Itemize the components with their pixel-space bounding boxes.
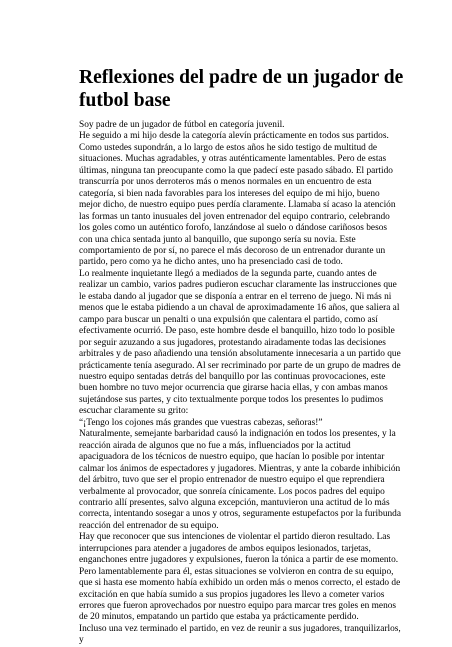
paragraph-intro: Soy padre de un jugador de fútbol en categoría juvenil. [79, 120, 285, 130]
document-title: Reflexiones del padre de un jugador de futbol base [79, 67, 404, 111]
paragraph: He seguido a mi hijo desde la categoría alevín prácticamente en todos sus partidos. Como ustedes supondrán, a lo largo de estos años he sido testigo de multitud de situaciones. Muchas agradables, y otras auténticamente lamentables. Pero de estas últimas, ninguna tan preocupante como la que padecí este pasado sábado. El partido transcurría por unos derroteros más o menos normales en un encuentro de esta categoría, si bien nada favorables para los intereses del equipo de mi hijo, bueno mejor dicho, de nuestro equipo pues perdía claramente. Llamaba sí acaso la atención las formas un tanto inusuales del joven entrenador del equipo contrario, celebrando los goles como un auténtico forofo, lanzándose al suelo o dándose cariñosos besos con una chica sentada junto al banquillo, que supongo sería su novia. Este comportamiento de por sí, no parece el más decoroso de un entrenador durante un partido, pero como ya he dicho antes, uno ha presenciado casi de todo. [79, 131, 396, 268]
document-body [79, 120, 401, 647]
paragraph: Lo realmente inquietante llegó a mediados de la segunda parte, cuando antes de realizar un cambio, varios padres pudieron escuchar claramente las instrucciones que le estaba dando al jugador que se disponía a entrar en el terreno de juego. Ni más ni menos que le estaba pidiendo a un chaval de aproximadamente 16 años, que saliera al campo para buscar un penalti o una expulsión que calentara el partido, como así efectivamente ocurrió. De paso, este hombre desde el banquillo, hizo todo lo posible por seguir azuzando a sus jugadores, protestando airadamente todas las decisiones arbitrales y de paso añadiendo una tensión absolutamente innecesaria a un partido que prácticamente tenía asegurado. Al ser recriminado por parte de un grupo de madres de nuestro equipo sentadas detrás del banquillo por las continuas provocaciones, este buen hombre no tuvo mejor ocurrencia que girarse hacia ellas, y con ambas manos sujetándose sus partes, y cito textualmente porque todos los presentes lo pudimos escuchar claramente su grito: [79, 268, 401, 417]
quote-paragraph: “¡Tengo los cojones más grandes que vuestras cabezas, señoras!” [79, 417, 323, 428]
paragraph: Incluso una vez terminado el partido, en vez de reunir a sus jugadores, tranquilizarlos, y [79, 623, 401, 646]
paragraph: Hay que reconocer que sus intenciones de violentar el partido dieron resultado. Las interrupciones para atender a jugadores de ambos equipos lesionados, tarjetas, enganchones entre jugadores y expulsiones, fueron la tónica a partir de ese momento. Pero lamentablemente para él, estas situaciones se volvieron en contra de su equipo, que si hasta ese momento había exhibido un orden más o menos correcto, el estado de excitación en que había sumido a sus propios jugadores les llevo a cometer varios errores que fueron aprovechados por nuestro equipo para marcar tres goles en menos de 20 minutos, empatando un partido que estaba ya prácticamente perdido. [79, 532, 401, 623]
paragraph: Naturalmente, semejante barbaridad causó la indignación en todos los presentes, y la reacción airada de algunos que no fue a más, influenciados por la actitud apaciguadora de los técnicos de nuestro equipo, que hacían lo posible por intentar calmar los ánimos de espectadores y jugadores. Mientras, y ante la cobarde inhibición del árbitro, tuvo que ser el propio entrenador de nuestro equipo el que reprendiera verbalmente al provocador, que sonreía cínicamente. Los pocos padres del equipo contrario allí presentes, salvo alguna excepción, mantuvieron una actitud de lo más correcta, intentando sosegar a unos y otros, seguramente estupefactos por la furibunda reacción del entrenador de su equipo. [79, 429, 401, 531]
